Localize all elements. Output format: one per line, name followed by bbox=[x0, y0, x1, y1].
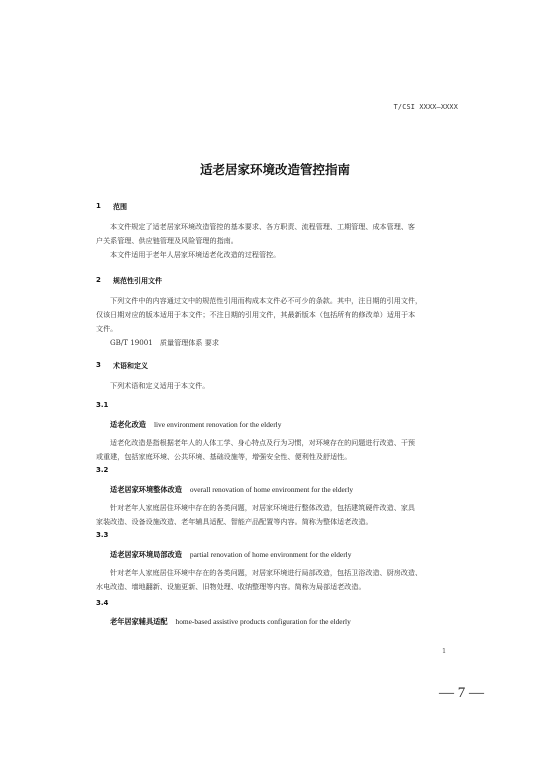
term-3-3-number: 3.3 bbox=[96, 531, 109, 539]
section-1-heading: 范围 bbox=[113, 203, 127, 211]
standard-number: T/CSI XXXX—XXXX bbox=[393, 103, 458, 111]
term-3-1-en: live environment renovation for the elderly bbox=[153, 420, 282, 429]
term-3-1-cn: 适老化改造 bbox=[110, 420, 146, 429]
section-2-line-3: 文件。 bbox=[96, 324, 118, 333]
reference-gbt-19001: GB/T 19001 质量管理体系 要求 bbox=[110, 338, 219, 347]
section-3-heading: 术语和定义 bbox=[113, 362, 148, 370]
section-2-heading: 规范性引用文件 bbox=[113, 277, 162, 285]
term-3-1-number: 3.1 bbox=[96, 401, 109, 409]
term-3-3-en: partial renovation of home environment for the elderly bbox=[189, 550, 352, 559]
term-3-4-en: home-based assistive products configuration for the elderly bbox=[175, 617, 351, 626]
term-3-4 bbox=[110, 617, 351, 627]
term-3-2 bbox=[110, 485, 353, 495]
page-number: 1 bbox=[442, 647, 447, 655]
term-3-1-def-line-1: 适老化改造是指根据老年人的人体工学、身心特点及行为习惯，对环境存在的问题进行改造、干预 bbox=[110, 438, 416, 447]
document-title: 适老居家环境改造管控指南 bbox=[199, 162, 350, 177]
term-3-3-def-line-1: 针对老年人家庭居住环境中存在的各类问题，对居家环境进行局部改造，包括卫浴改造、厨房改造、 bbox=[110, 568, 423, 577]
section-2-line-1: 下列文件中的内容通过文中的规范性引用而构成本文件必不可少的条款。其中，注日期的引用文件， bbox=[110, 296, 423, 305]
term-3-1 bbox=[110, 420, 281, 430]
term-3-2-def-line-2: 家装改造、设备设施改造、老年辅具适配、智能产品配置等内容。简称为整体适老改造。 bbox=[96, 517, 373, 526]
term-3-2-def-line-1: 针对老年人家庭居住环境中存在的各类问题，对居家环境进行整体改造，包括建筑硬件改造、家具 bbox=[110, 503, 416, 512]
term-3-2-number: 3.2 bbox=[96, 466, 109, 474]
term-3-2-en: overall renovation of home environment for the elderly bbox=[189, 485, 354, 494]
folio: — 7 — bbox=[439, 685, 484, 701]
term-3-3-def-line-2: 水电改造、墙地翻新、设施更新、旧物处理、收纳整理等内容。简称为局部适老改造。 bbox=[96, 582, 366, 591]
term-3-2-cn: 适老居家环境整体改造 bbox=[110, 485, 182, 494]
section-1-number: 1 bbox=[96, 202, 101, 210]
term-3-1-def-line-2: 或重建，包括家庭环境、公共环境、基础设施等，增强安全性、便利性及舒适性。 bbox=[96, 452, 352, 461]
term-3-3 bbox=[110, 550, 351, 560]
section-1-line-2: 户关系管理、供应链管理及风险管理的指南。 bbox=[96, 236, 238, 245]
term-3-4-cn: 老年居家辅具适配 bbox=[110, 617, 168, 626]
section-1-line-1: 本文件规定了适老居家环境改造管控的基本要求、各方职责、流程管理、工期管理、成本管理、客 bbox=[110, 222, 416, 231]
section-2-number: 2 bbox=[96, 276, 101, 284]
section-3-intro: 下列术语和定义适用于本文件。 bbox=[110, 381, 210, 390]
term-3-4-number: 3.4 bbox=[96, 599, 109, 607]
section-2-line-2: 仅该日期对应的版本适用于本文件；不注日期的引用文件，其最新版本（包括所有的修改单）适用于本 bbox=[96, 310, 416, 319]
section-1-line-3: 本文件适用于老年人居家环境适老化改造的过程管控。 bbox=[110, 250, 281, 259]
term-3-3-cn: 适老居家环境局部改造 bbox=[110, 550, 182, 559]
section-3-number: 3 bbox=[96, 361, 101, 369]
